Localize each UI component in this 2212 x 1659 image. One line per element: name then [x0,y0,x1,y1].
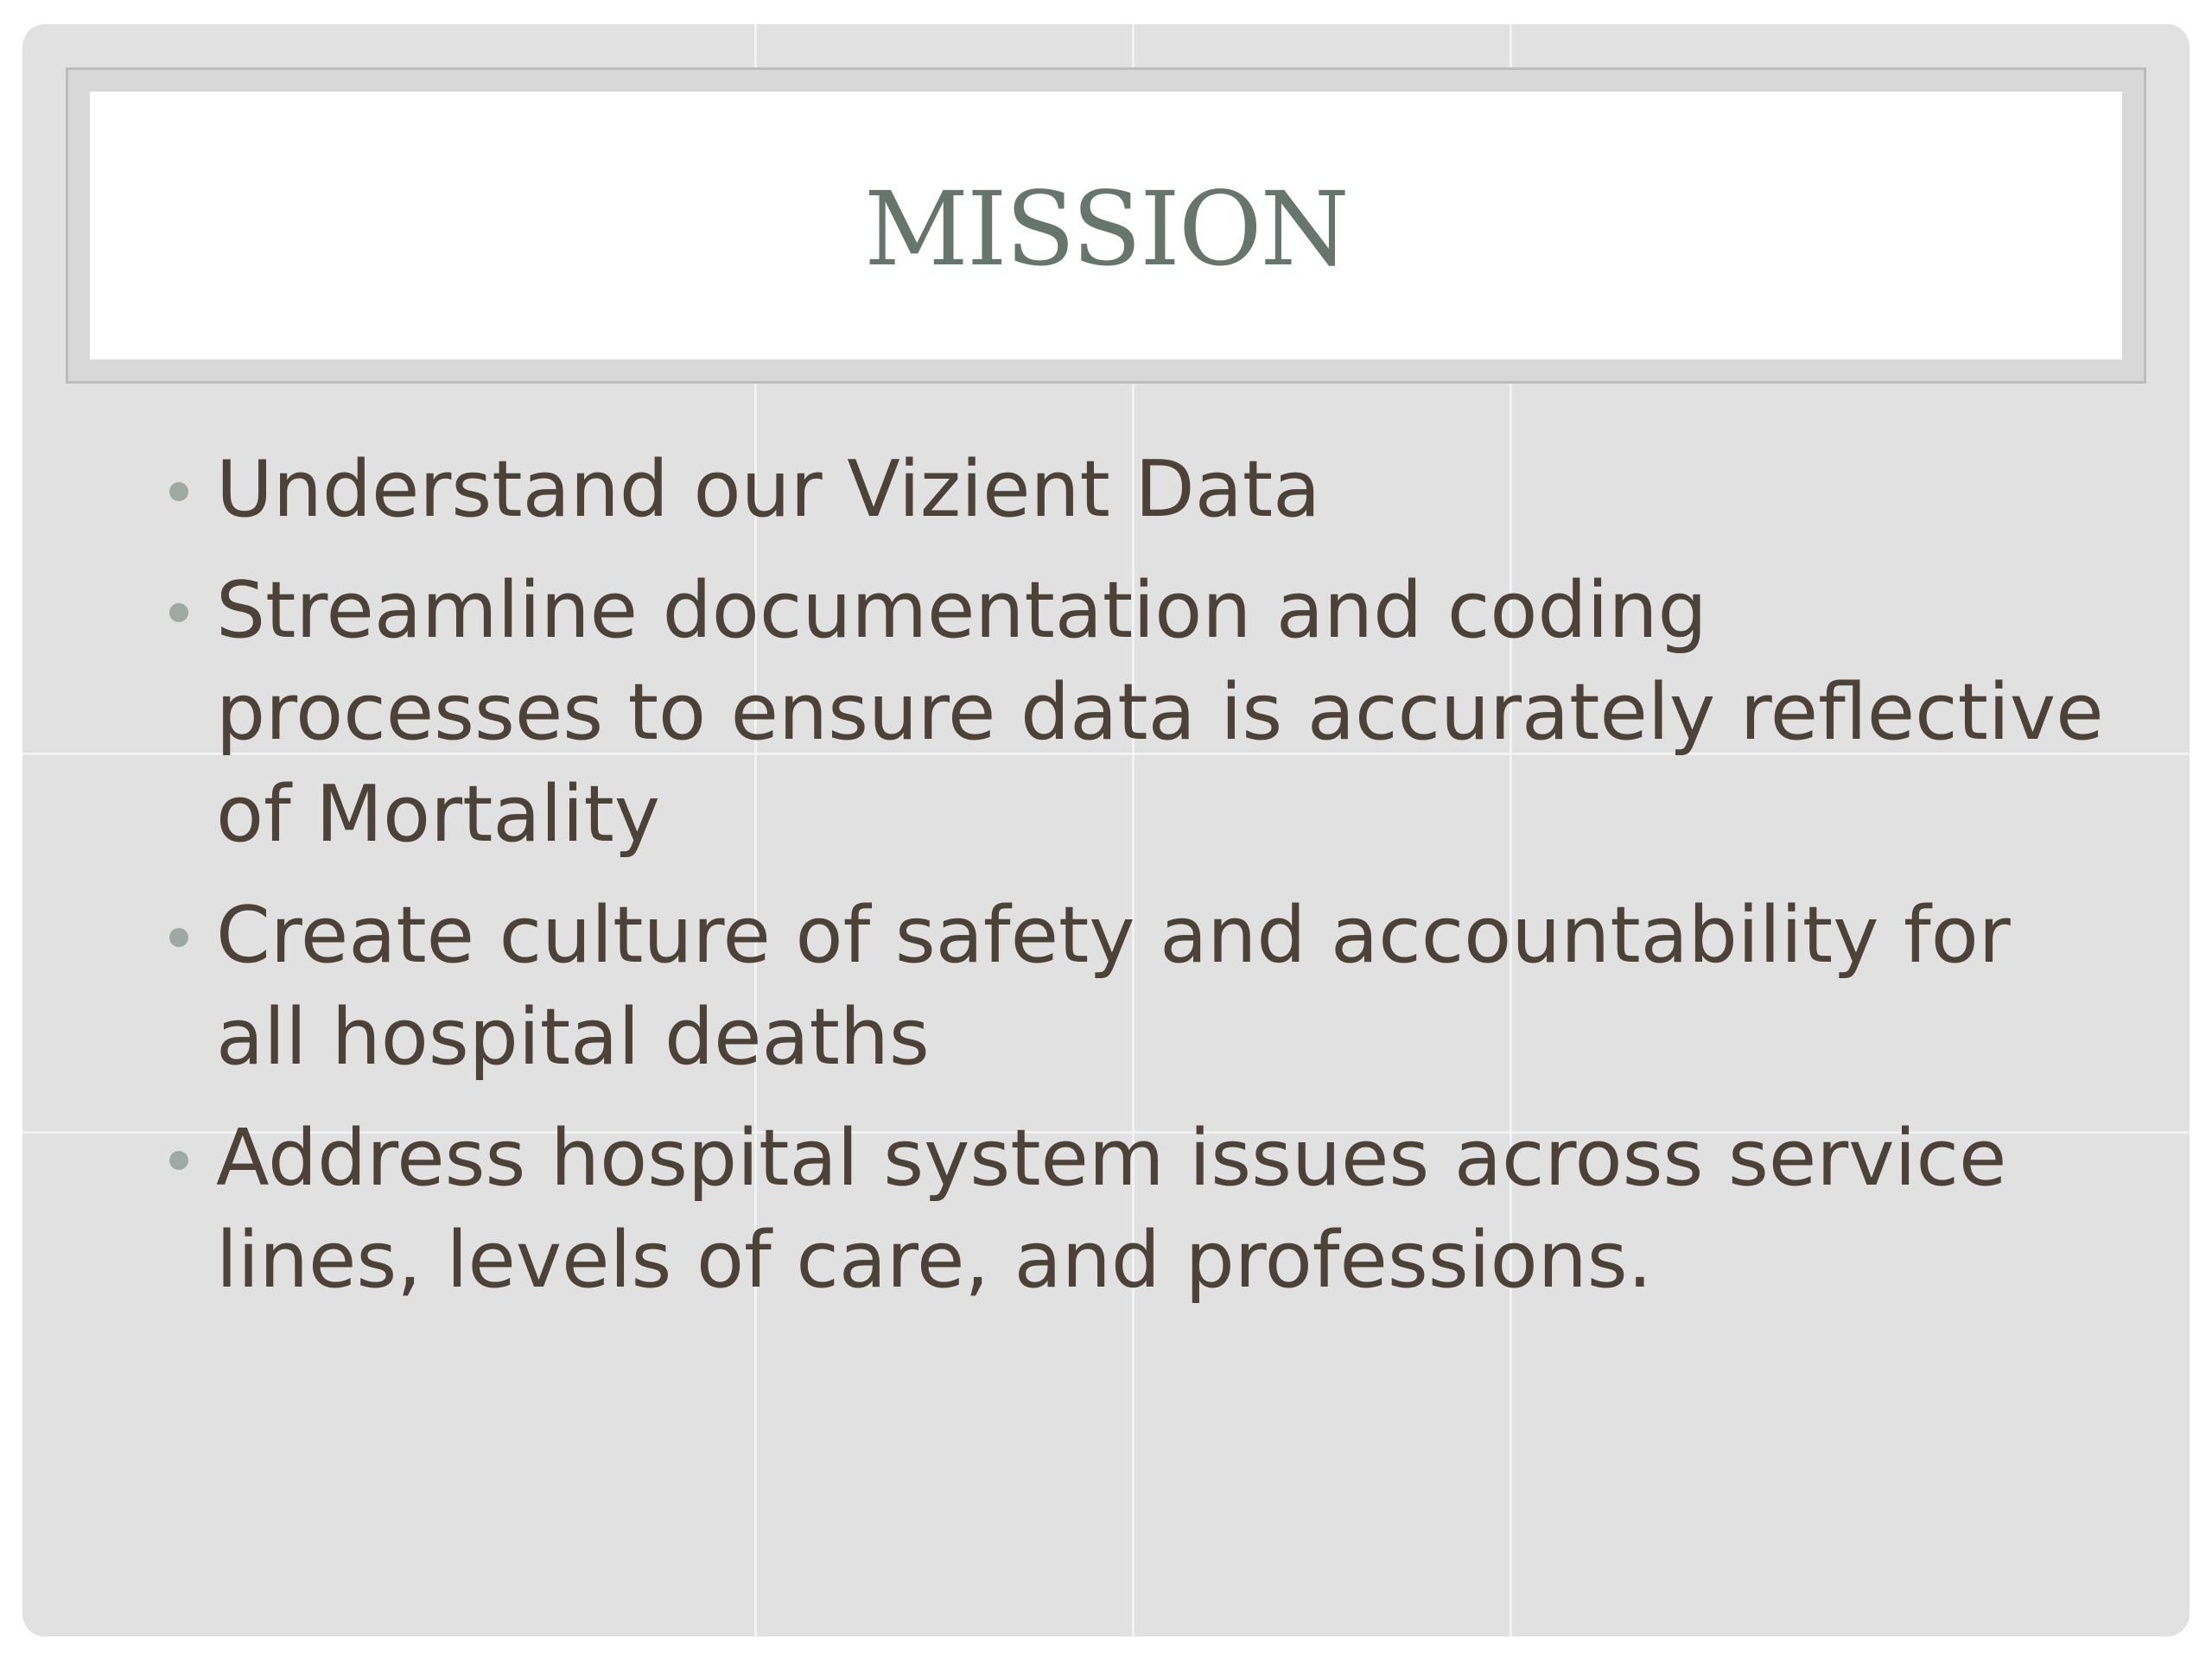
bullet-text: Streamline documentation and coding processes to ensure data is accurately reflective of Mortality [216,565,2104,860]
bullet-dot-icon [169,603,188,622]
slide-title: MISSION [864,169,1348,289]
bullet-dot-icon [169,482,188,501]
bullet-list [161,439,2113,1331]
bullet-item [161,1108,2113,1312]
bullet-dot-icon [169,1151,188,1170]
title-box [90,92,2122,359]
title-frame [66,67,2146,384]
bullet-item [161,439,2113,541]
bullet-text: Address hospital system issues across service lines, levels of care, and professions. [216,1113,2007,1306]
bullet-text: Understand our Vizient Data [216,444,1321,535]
bullet-text: Create culture of safety and accountability for all hospital deaths [216,890,2011,1083]
slide [22,24,2190,1637]
bullet-item [161,885,2113,1089]
bullet-dot-icon [169,928,188,947]
bullet-item [161,560,2113,866]
